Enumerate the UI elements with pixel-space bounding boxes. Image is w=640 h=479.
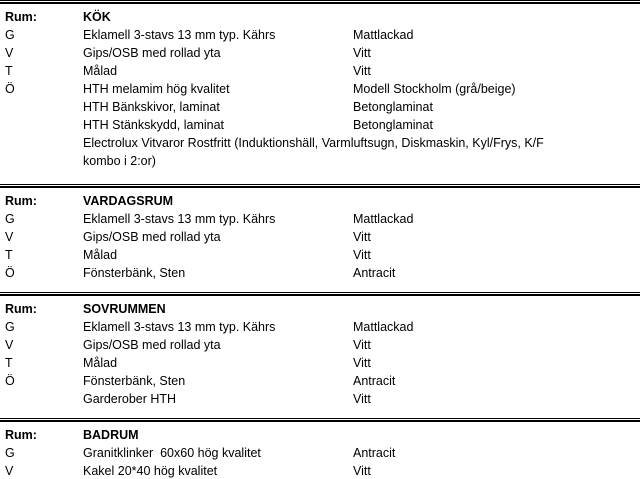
spec-row	[0, 354, 640, 372]
divider-gap	[0, 1, 640, 2]
spec-description: Granitklinker 60x60 hög kvalitet	[83, 446, 261, 460]
spec-code: T	[5, 64, 13, 78]
spec-code: G	[5, 212, 15, 226]
spec-value: Vitt	[353, 46, 371, 60]
section-header-row	[0, 300, 640, 318]
spec-description: Kakel 20*40 hög kvalitet	[83, 464, 218, 478]
spec-value: Vitt	[353, 64, 371, 78]
section-body	[0, 296, 640, 418]
spec-code: V	[5, 46, 14, 60]
spec-description: Gips/OSB med rollad yta	[83, 46, 221, 60]
section-vardagsrum	[0, 184, 640, 292]
spec-row	[0, 210, 640, 228]
spec-row	[0, 462, 640, 479]
room-title: BADRUM	[83, 428, 139, 442]
spec-description: HTH Stänkskydd, laminat	[83, 118, 225, 132]
spec-code: G	[5, 28, 15, 42]
section-body	[0, 188, 640, 292]
divider-gap	[0, 419, 640, 420]
section-kok	[0, 0, 640, 184]
spec-row	[0, 228, 640, 246]
spec-description: Målad	[83, 356, 118, 370]
room-label: Rum:	[5, 194, 37, 208]
spec-row	[0, 372, 640, 390]
section-badrum	[0, 418, 640, 479]
spec-value: Vitt	[353, 464, 371, 478]
divider-gap	[0, 185, 640, 186]
section-spacer	[0, 170, 640, 184]
spec-row	[0, 390, 640, 408]
spec-code: T	[5, 248, 13, 262]
spec-code: V	[5, 338, 14, 352]
spec-row	[0, 44, 640, 62]
room-label: Rum:	[5, 428, 37, 442]
spec-description: HTH melamim hög kvalitet	[83, 82, 230, 96]
room-title: SOVRUMMEN	[83, 302, 166, 316]
spec-code: Ö	[5, 374, 15, 388]
section-body	[0, 422, 640, 479]
spec-row	[0, 80, 640, 98]
room-title: VARDAGSRUM	[83, 194, 174, 208]
spec-description: HTH Bänkskivor, laminat	[83, 100, 220, 114]
spec-value: Betonglaminat	[353, 100, 433, 114]
spec-description: Gips/OSB med rollad yta	[83, 230, 221, 244]
section-spacer	[0, 408, 640, 418]
spec-value: Mattlackad	[353, 28, 414, 42]
section-header-row	[0, 426, 640, 444]
spec-value: Antracit	[353, 266, 396, 280]
spec-description: Målad	[83, 248, 118, 262]
spec-value: Vitt	[353, 356, 371, 370]
section-body	[0, 4, 640, 184]
spec-description: Eklamell 3-stavs 13 mm typ. Kährs	[83, 320, 276, 334]
spec-row	[0, 134, 640, 152]
spec-code: V	[5, 230, 14, 244]
spec-code: V	[5, 464, 14, 478]
section-spacer	[0, 282, 640, 292]
spec-row	[0, 152, 640, 170]
spec-description: Målad	[83, 64, 118, 78]
spec-value: Betonglaminat	[353, 118, 433, 132]
room-label: Rum:	[5, 10, 37, 24]
spec-value: Antracit	[353, 446, 396, 460]
divider-gap	[0, 293, 640, 294]
spec-row	[0, 264, 640, 282]
spec-code: T	[5, 356, 13, 370]
spec-value: Vitt	[353, 230, 371, 244]
spec-row	[0, 336, 640, 354]
spec-description: kombo i 2:or)	[83, 154, 156, 168]
room-title: KÖK	[83, 10, 111, 24]
spec-description: Eklamell 3-stavs 13 mm typ. Kährs	[83, 28, 276, 42]
spec-code: Ö	[5, 266, 15, 280]
spec-value: Mattlackad	[353, 212, 414, 226]
spec-row	[0, 246, 640, 264]
spec-row	[0, 26, 640, 44]
spec-code: G	[5, 446, 15, 460]
section-header-row	[0, 8, 640, 26]
spec-value: Vitt	[353, 338, 371, 352]
spec-code: Ö	[5, 82, 15, 96]
section-header-row	[0, 192, 640, 210]
spec-description: Garderober HTH	[83, 392, 177, 406]
spec-value: Antracit	[353, 374, 396, 388]
spec-description: Fönsterbänk, Sten	[83, 374, 186, 388]
spec-row	[0, 444, 640, 462]
spec-row	[0, 62, 640, 80]
spec-value: Vitt	[353, 248, 371, 262]
spec-value: Mattlackad	[353, 320, 414, 334]
spec-row	[0, 318, 640, 336]
room-label: Rum:	[5, 302, 37, 316]
spec-description: Gips/OSB med rollad yta	[83, 338, 221, 352]
spec-code: G	[5, 320, 15, 334]
spec-description: Eklamell 3-stavs 13 mm typ. Kährs	[83, 212, 276, 226]
section-sovrummen	[0, 292, 640, 418]
spec-description: Fönsterbänk, Sten	[83, 266, 186, 280]
spec-value: Modell Stockholm (grå/beige)	[353, 82, 516, 96]
spec-value: Vitt	[353, 392, 371, 406]
spec-row	[0, 116, 640, 134]
spec-description: Electrolux Vitvaror Rostfritt (Induktionshäll, Varmluftsugn, Diskmaskin, Kyl/Frys, K/F	[83, 136, 544, 150]
spec-row	[0, 98, 640, 116]
